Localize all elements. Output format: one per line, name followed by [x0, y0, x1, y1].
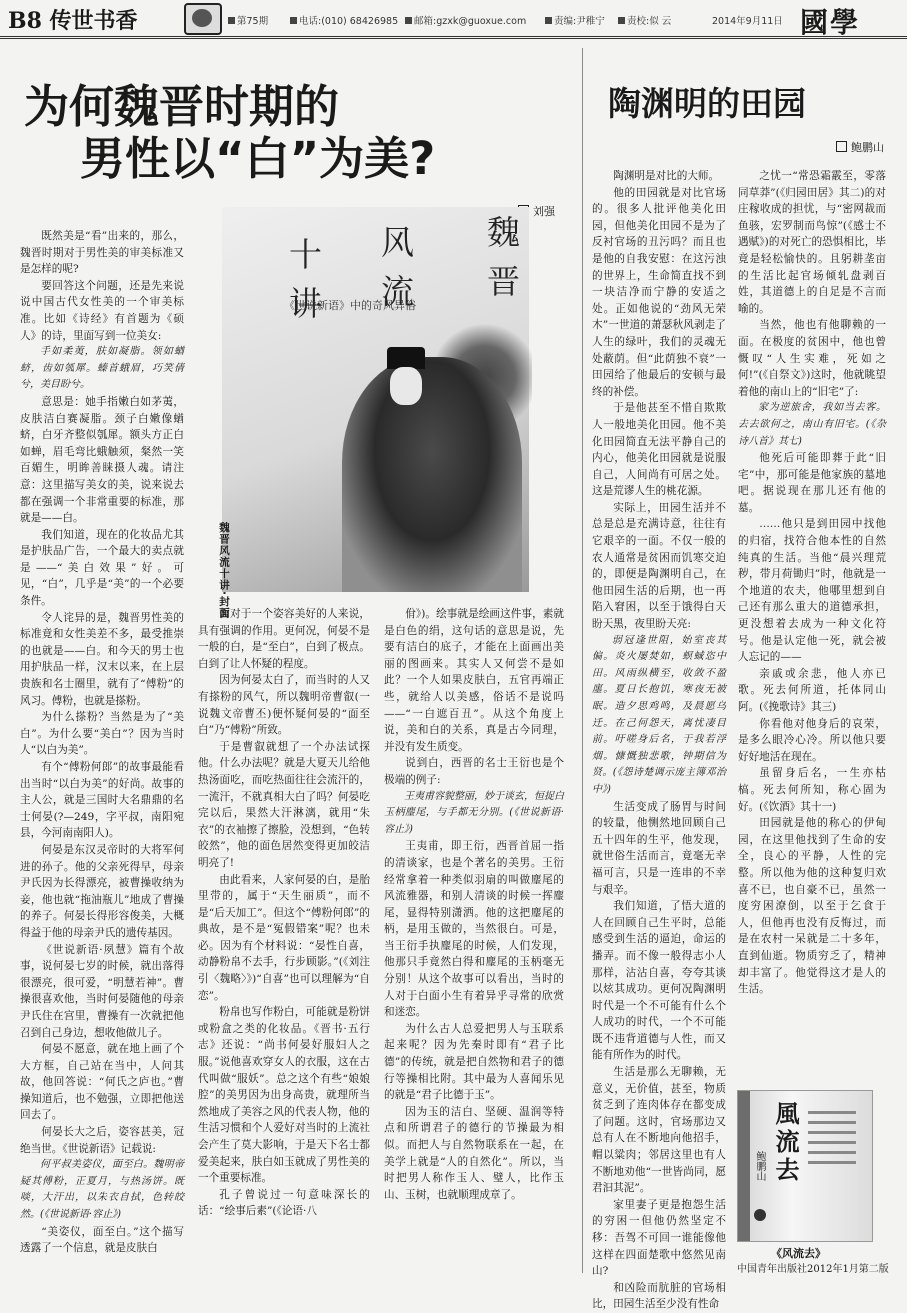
paragraph: 田园就是他的称心的伊甸园，在这里他找到了生命的安全，良心的平静，人性的完整。所以他为他的这种复归欢喜不已，也自豪不已，虽然一度穷困潦倒，以至于乞食于人，但他再也没有反悔过，而是在农村一呆就是二十多年，直到仙逝。物质穷乏了，精神却丰富了。他觉得这才是人的生活。 [738, 817, 886, 996]
paragraph: 他的田园就是对比官场的。很多人批评他美化田园，但他美化田园不是为了反衬官场的丑污吗？而且也是他的自我安慰：在这污浊的世界上，生命简直找不到一块洁净而宁静的安适之处。正如他说的“劲风无荣木”一世道的萧瑟秋风剥走了人生的绿叶，我们的灵魂无处蔽荫。但“此荫独不衰”一田园给了他最后的安顿与最终的补偿。 [592, 186, 726, 398]
cover-title-col1: 魏晋 [482, 215, 521, 313]
left-article-title-line1: 为何魏晋时期的 [24, 80, 340, 133]
paragraph: 说到白，西晋的名士王衍也是个极端的例子: [384, 757, 564, 786]
proofreader-name: 责校:似 云 [618, 13, 671, 27]
book-caption: 《风流去》 [771, 1247, 826, 1260]
paragraph: 生活是那么无聊赖，无意义，无价值，甚至，物质贫乏到了连肉体存在都变成了问题。这时，官场那边又总有人在不断地向他招手，帽以粱肉；邻居这里也有人不断地劝他“一世皆尚同，愿君汩其泥”。 [592, 1066, 726, 1195]
paragraph: 你看他对他身后的哀荣，是多么眼冷心冷。所以他只要好好地活在现在。 [738, 717, 886, 763]
issue-number: 第75期 [228, 13, 268, 27]
editor-name: 责编:尹稚宁 [545, 13, 605, 27]
left-article-column-2 [198, 606, 370, 1274]
paragraph: 虽留身后名，一生亦枯槁。死去何所知，称心固为好。(《饮酒》其十一) [738, 767, 886, 813]
paragraph: 何晏长大之后，姿容甚美，冠绝当世。《世说新语》记载说: [20, 1126, 184, 1155]
paragraph: 之忧一“常恐霜霰至，零落同草莽”(《归园田居》其二)的对庄稼收成的担忧，与“密网裁而鱼骇，宏罗制而鸟惊”(《感士不遇赋》)的对死亡的恐惧相比，毕竟是轻松愉快的。且躬耕垄亩的生活比起官场倾轧盘剥百姓，其道德上的自足是不言而喻的。 [738, 170, 886, 315]
left-article-column-3 [384, 606, 564, 1274]
book-author: 鲍鹏山 [754, 1151, 765, 1181]
book-publisher-info: 中国青年出版社2012年1月第二版 [737, 1264, 889, 1275]
paragraph: 我们知道，了悟大道的人在回顾自己生平时，总能感受到生活的逼迫，命运的播弄。而不像一般得志小人那样，沾沾自喜，夸夸其谈以炫其成功。更何况陶渊明时代是一个不可能有什么个人成功的时代，一个不可能既不违背道德与人性，而又能有所作为的时代。 [592, 900, 726, 1062]
right-article-byline [836, 139, 884, 155]
paragraph: 为什么古人总爱把男人与玉联系起来呢？因为先秦时即有“君子比德”的传统，就是把自然物和君子的德行等操相比附。其中最为人喜闻乐见的就是“君子比德于玉”。 [384, 1022, 564, 1102]
cover-face-shape [390, 367, 422, 405]
quoted-passage: 家为逆旅舍，我如当去客。去去欲何之，南山有旧宅。(《杂诗八首》其七) [738, 402, 886, 447]
section-seal-icon [184, 3, 222, 35]
book-seal-icon [754, 1209, 766, 1221]
book-image-fengliuqu [737, 1090, 873, 1242]
paragraph: 生活变成了肠胃与时间的较量，他恻然地回顾自己五十四年的生平，他发现，就世俗生活而言，竟毫无幸福可言，只是一连串的不幸与艰辛。 [592, 800, 726, 896]
paragraph: 何晏是东汉灵帝时的大将军何进的孙子。他的父亲死得早，母亲尹氏因为长得漂亮，被曹操收纳为妾，他也就“拖油瓶儿”地成了曹操的养子。何晏长得形容俊美，大概得益于他的母亲尹氏的遗传基因。 [20, 843, 184, 939]
paragraph: 何晏不愿意，就在地上画了个大方框，自己站在当中，人问其故，他回答说：“何氏之庐也。”曹操知道后，也不勉强，立即把他送回去了。 [20, 1043, 184, 1122]
paragraph: 我们知道，现在的化妆品尤其是护肤品广告，一个最大的卖点就是——“美白效果”好。可见，“白”，几乎是“美”的一个必要条件。 [20, 528, 184, 608]
issue-date: 2014年9月11日 [712, 16, 783, 27]
paragraph: 王夷甫，即王衍，西晋首屈一指的清谈家，也是个著名的美男。王衍经常拿着一种类似羽扇的叫做麈尾的风流雅器，和别人清谈的时候一挥麈尾，显得特别潇洒。他的这把麈尾的柄，是用玉做的，当然很白。可是，当王衍手执麈尾的时候，人们发现，他那只手竟然白得和麈尾的玉柄毫无分别！从这个故事可以看出，当时的人对于白面小生有着异乎寻常的欣赏和迷恋。 [384, 840, 564, 1019]
left-article-title-line2: 男性以“白”为美? [80, 132, 436, 185]
paragraph: 佾》)。绘事就是绘画这件事，素就是白色的绢，这句话的意思是说，先要有洁白的底子，才能在上面画出美丽的图画来。其实人又何尝不是如此？一个人如果皮肤白，五官再端正些，就给人以美感，俗话不是说吗——“一白遮百丑”。从这个角度上说，美和白的关系，真是古今同理，并没有发生质变。 [384, 608, 564, 753]
cover-title-col2: 风流 [376, 225, 415, 323]
cover-figure-shape [342, 357, 522, 592]
brand-logo: 國學 [800, 6, 861, 39]
book-text-lines [808, 1111, 856, 1171]
left-article-column-1 [20, 228, 184, 1274]
right-article-column-2 [738, 168, 886, 1086]
cover-hat-shape [387, 347, 425, 369]
quoted-passage: 王夷甫容貌整丽，妙于谈玄，恒捉白玉柄麈尾，与手都无分别。(《世说新语·容止》) [384, 790, 564, 835]
paragraph: 粉帛也写作粉白，可能就是粉饼或粉盒之类的化妆品。《晋书·五行志》还说：“尚书何晏好服妇人之服。”说他喜欢穿女人的衣服，这在古代叫做“服妖”。总之这个有些“娘娘腔”的美男因为出身高贵，就理所当然地成了美容之风的代表人物，他的生活习惯和个人爱好对当时的上流社会产生了莫大影响，于是天下名士都爱美起来，肤白如玉就成了男性美的一个重要标准。 [198, 1006, 370, 1185]
paragraph: 《世说新语·夙慧》篇有个故事，说何晏七岁的时候，就出落得很漂亮，很可爱，“明慧若神”。曹操很喜欢他，当时何晏随他的母亲尹氏住在宫里，曹操有一次就把他召到自己身边，想收他做儿子。 [20, 943, 184, 1039]
paragraph: 实际上，田园生活并不总是总是充满诗意，往往有它艰辛的一面。不仅一般的农人通常是贫困而饥寒交迫的，即便是陶渊明自己，在他田园生活的后期，也一再陷入窘困，以至于饿得白天盼天黑，夜里盼天亮: [592, 501, 726, 631]
paragraph: “美姿仪，面至白。”这个描写透露了一个信息，就是皮肤白 [20, 1225, 184, 1255]
cover-title-col3: 十讲 [284, 237, 323, 335]
paragraph: ……他只是到田园中找他的归宿，找符合他本性的自然纯真的生活。当他“晨兴理荒秽，带月荷锄归”时，他就是一个地道的农夫，他哪里想到自己还有那么重大的道德承担，更没想着去成为一种文化符号。他是认定他一死，就会被人忘记的—— [738, 518, 886, 664]
quoted-passage: 弱冠逢世阻，始室丧其偏。炎火屡焚如，螟蜮恣中田。风雨纵横至，收敛不盈廛。夏日长抱饥，寒夜无被眠。造夕思鸡鸣，及晨愿乌迁。在己何怨天，离忧凄目前。吁嗟身后名，于我若浮烟。慷慨独悲歌，钟期信为贤。(《怨诗楚调示庞主簿邓治中》) [592, 634, 726, 795]
paragraph: 意思是：她手指嫩白如茅荑，皮肤洁白赛凝脂。颈子白嫩像蝤蛴，白牙齐整似瓠犀。额头方正白如蝉，眉毛弯比蛾触须，粲然一笑百媚生，明眸善睐摄人魂。请注意：这里描写美女的美，说来说去都在强调一个非常重要的标准，那就是——白。 [20, 395, 184, 525]
right-article-author: 鲍鹏山 [851, 141, 884, 154]
paragraph: 和凶险而肮脏的官场相比，田园生活至少没有性命 [592, 1281, 726, 1311]
paragraph: 于是曹叡就想了一个办法试探他。什么办法呢？就是大夏天儿给他热汤面吃，而吃热面往往会流汗的，一流汗，不就真相大白了吗？何晏吃完以后，果然大汗淋漓，就用“朱衣”的衣袖擦了擦脸，没想到，“色转皎然”，他的面色居然变得更加皎洁明亮了! [198, 740, 370, 869]
paragraph: 家里妻子更是抱怨生活的穷困一但他仍然坚定不移：吾驾不可回一谁能像他这样在四面楚歌中悠然见南山? [592, 1198, 726, 1278]
paragraph: 于是他甚至不惜自欺欺人一般地美化田园。他不美化田园简直无法平静自己的内心，他美化田园就是说服自己，人间尚有可居之处。这是荒谬人生的桃花源。 [592, 402, 726, 498]
paragraph: 由此看来，人家何晏的白，是胎里带的，属于“天生丽质”，而不是“后天加工”。但这个“傅粉何郎”的典故，是不是“冤假错案”呢？也未必。因为有个材料说：“晏性自喜，动静粉帛不去手，行步顾影。”(《刘注引〈魏略〉》)“自喜”也可以理解为“自恋”。 [198, 873, 370, 1002]
quoted-passage: 何平叔美姿仪，面至白。魏明帝疑其傅粉，正夏月，与热汤饼。既啖，大汗出，以朱衣自拭，色转皎然。(《世说新语·容止》) [20, 1159, 184, 1221]
byline-box-icon [836, 141, 847, 152]
paragraph: 亲戚或余悲，他人亦已歌。死去何所道，托体同山阿。(《挽歌诗》其三) [738, 667, 886, 713]
paragraph: 为什么搽粉？当然是为了“美白”。为什么要“美白”？因为当时人“以白为美”。 [20, 711, 184, 757]
paragraph: 有个“傅粉何郎”的故事最能看出当时“以白为美”的好尚。故事的主人公，就是三国时大名鼎鼎的名士何晏(?—249，字平叔，南阳宛县，今河南南阳人)。 [20, 761, 184, 840]
paragraph: 皙对于一个姿容美好的人来说，具有强调的作用。更何况，何晏不是一般的白，是“至白”，白到了极点。白到了让人怀疑的程度。 [198, 608, 370, 670]
paragraph: 既然美是“看”出来的，那么，魏晋时期对于男性美的审美标准又是怎样的呢? [20, 230, 184, 276]
phone-number: 电话:(010) 68426985 [290, 13, 398, 27]
cover-subtitle: 《世说新语》中的奇风异俗 [284, 299, 416, 312]
book-spine [738, 1091, 750, 1241]
article-divider [582, 48, 583, 1273]
right-article-title: 陶渊明的田园 [608, 84, 806, 123]
paragraph: 孔子曾说过一句意味深长的话：“绘事后素”(《论语·八 [198, 1188, 370, 1218]
book-cover-image [222, 207, 529, 592]
cover-caption: 魏晋风流十讲·封面 [218, 522, 230, 619]
paragraph: 要回答这个问题，还是先来说说中国古代女性美的一个审美标准。比如《诗经》有首题为《硕人》的诗，里面写到一位美女: [20, 279, 184, 342]
paragraph: 陶渊明是对比的大师。 [613, 170, 720, 182]
paragraph: 因为玉的洁白、坚硬、温润等特点和所谓君子的德行的节操最为相似。而把人与自然物联系在一起，在美学上就是“人的自然化”。所以，当时把男人称作玉人、璧人，比作玉山、玉树，也就顺理成章了。 [384, 1105, 564, 1201]
paragraph: 因为何晏太白了，而当时的人又有搽粉的风气，所以魏明帝曹叡(一说魏文帝曹丕)便怀疑何晏的“面至白”乃“傅粉”所致。 [198, 674, 370, 737]
right-article-column-1 [592, 168, 726, 1311]
paragraph: 他死后可能即葬于此“旧宅”中，那可能是他家族的墓地吧。据说现在那儿还有他的墓。 [738, 452, 886, 514]
book-title: 風流去 [771, 1101, 800, 1185]
paragraph: 当然，他也有他聊赖的一面。在极度的贫困中，他也曾慨叹“人生实难，死如之何!”(《自祭文》)这时，他就眺望着他的南山上的“旧宅”了: [738, 319, 886, 398]
paragraph: 令人诧异的是，魏晋男性美的标准竟和女性美差不多，最受推崇的也就是——白。和今天的男士也用护肤品一样，汉末以来，在上层贵族和名士圈里，就有了“傅粉”的风习。傅粉，也就是搽粉。 [20, 611, 184, 707]
email-address: 邮箱:gzxk@guoxue.com [405, 13, 526, 27]
quoted-passage: 手如柔荑，肤如凝脂。领如蝤蛴，齿如瓠犀。螓首蛾眉，巧笑倩兮，美目盼兮。 [20, 346, 184, 391]
left-article-author: 刘强 [533, 205, 555, 218]
page-section-label: B8 传世书香 [8, 8, 138, 34]
